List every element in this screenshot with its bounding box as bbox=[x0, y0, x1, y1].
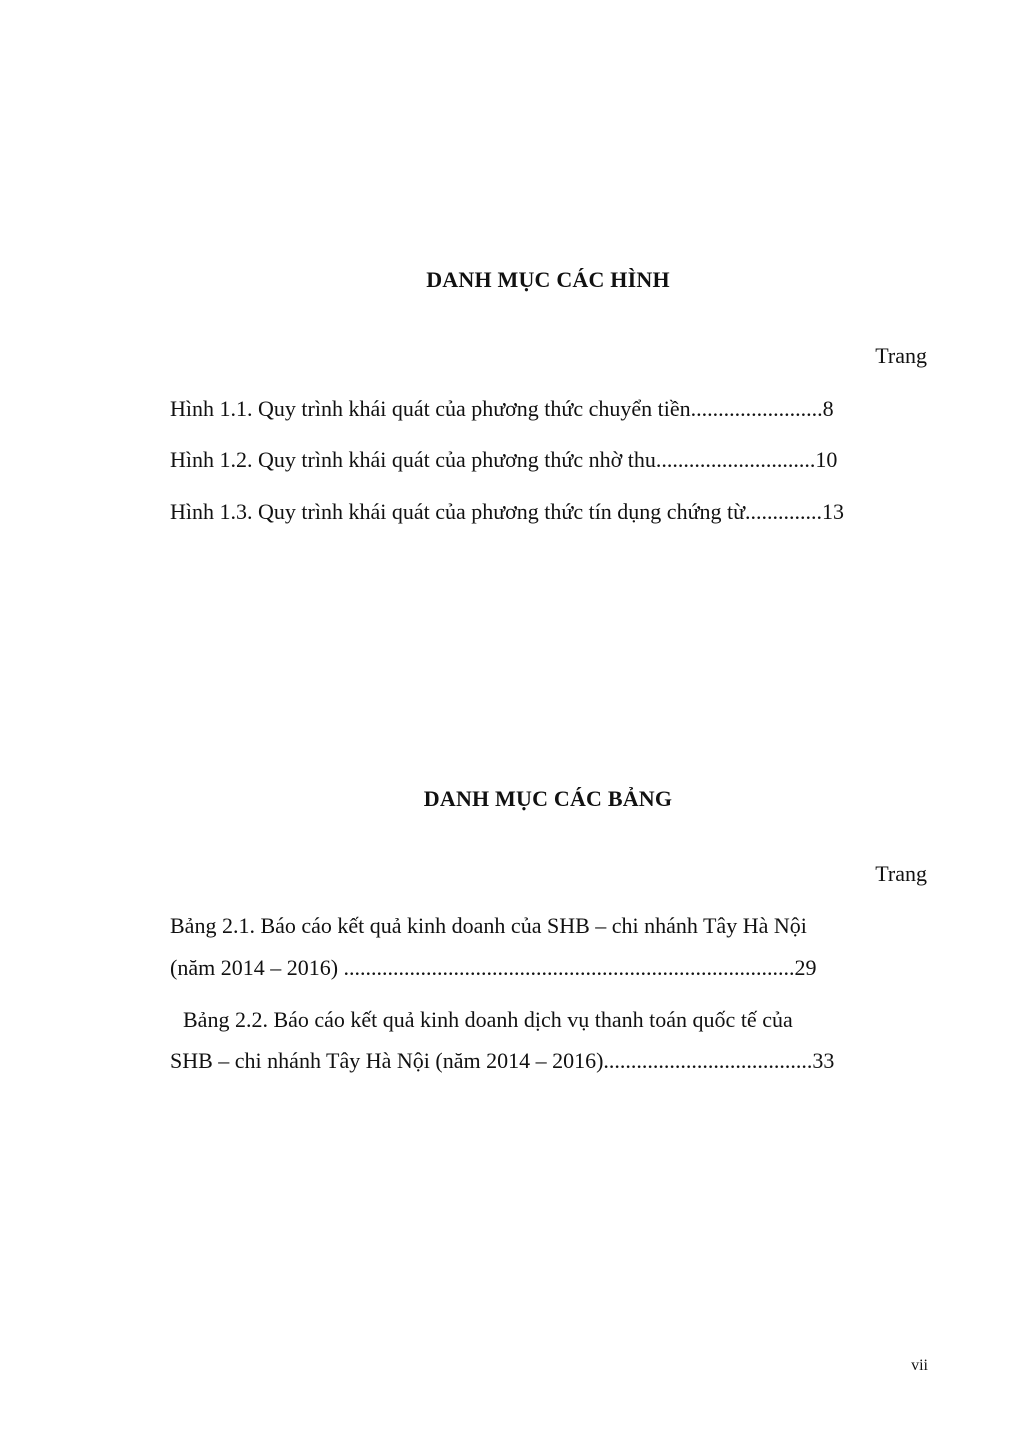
table-entry-1-line-1: Bảng 2.1. Báo cáo kết quả kinh doanh của SHB – chi nhánh Tây Hà Nội bbox=[170, 913, 807, 938]
figures-heading: DANH MỤC CÁC HÌNH bbox=[426, 267, 670, 292]
table-entry-1-line-2: (năm 2014 – 2016) ..................................................................................29 bbox=[170, 955, 817, 980]
figures-page-column-header: Trang bbox=[875, 343, 927, 368]
table-entry-2-line-1: Bảng 2.2. Báo cáo kết quả kinh doanh dịch vụ thanh toán quốc tế của bbox=[183, 1007, 793, 1032]
tables-page-column-header: Trang bbox=[875, 861, 927, 886]
page-number: vii bbox=[911, 1357, 928, 1374]
figure-entry-1: Hình 1.1. Quy trình khái quát của phương thức chuyển tiền........................8 bbox=[170, 396, 834, 421]
tables-heading: DANH MỤC CÁC BẢNG bbox=[423, 786, 673, 811]
figure-entry-3: Hình 1.3. Quy trình khái quát của phương thức tín dụng chứng từ..............13 bbox=[170, 499, 845, 524]
figure-entry-2: Hình 1.2. Quy trình khái quát của phương thức nhờ thu.............................10 bbox=[170, 447, 838, 472]
table-entry-2-line-2: SHB – chi nhánh Tây Hà Nội (năm 2014 – 2016)......................................33 bbox=[170, 1048, 835, 1073]
